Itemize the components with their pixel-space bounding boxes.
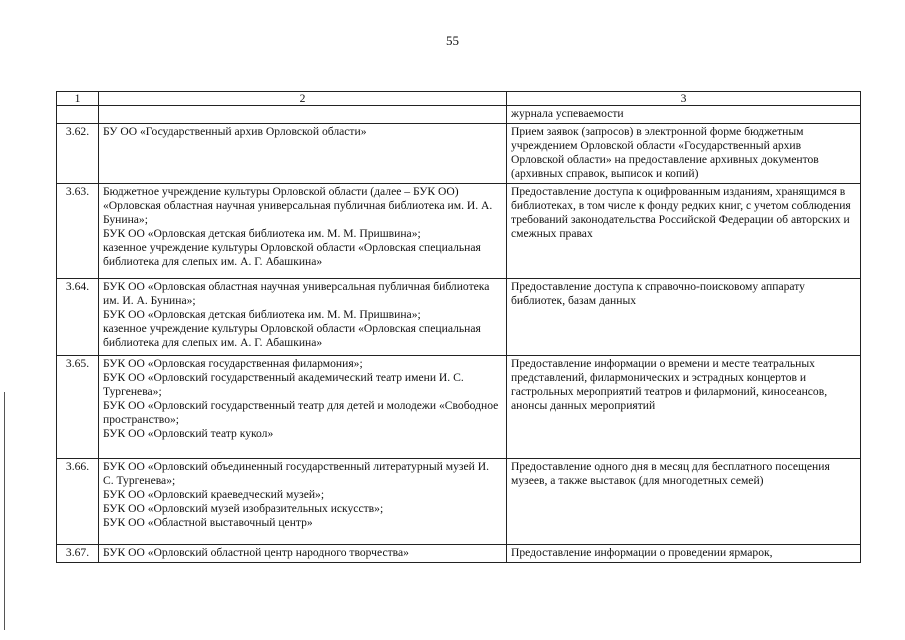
row-organizations: [99, 459, 507, 545]
row-number: 3.67.: [57, 545, 99, 563]
table-row: [57, 184, 861, 279]
page-number: 55: [446, 33, 459, 48]
row-organizations: [99, 124, 507, 184]
organization-entry: БУК ОО «Орловский театр кукол»: [103, 427, 274, 440]
row-service: Предоставление доступа к оцифрованным изданиям, хранящимся в библиотеках, в том числе к фонду редких книг, с учетом соблюдения требований законодательства Российской Федерации об авторских и смежных правах: [507, 184, 861, 279]
table-row: [57, 279, 861, 356]
organization-entry: БУК ОО «Орловский музей изобразительных искусств»;: [103, 502, 384, 515]
organization-entry: БУ ОО «Государственный архив Орловской области»: [103, 125, 367, 138]
margin-line: [4, 392, 5, 630]
header-col-3: 3: [507, 92, 861, 106]
row-organizations: [99, 279, 507, 356]
organization-entry: казенное учреждение культуры Орловской области «Орловская специальная библиотека для слепых им. А. Г. Абашкина»: [103, 322, 481, 349]
row-organizations: [99, 184, 507, 279]
table-row: [57, 545, 861, 563]
row-service: Прием заявок (запросов) в электронной форме бюджетным учреждением Орловской области «Государственный архив Орловской области» на предоставление архивных документов (архивных справок, выписок и копий): [507, 124, 861, 184]
row-number: 3.64.: [57, 279, 99, 356]
table-row: [57, 459, 861, 545]
organization-entry: БУК ОО «Орловский краеведческий музей»;: [103, 488, 325, 501]
row-service: Предоставление доступа к справочно-поисковому аппарату библиотек, базам данных: [507, 279, 861, 356]
organization-entry: БУК ОО «Орловский областной центр народного творчества»: [103, 546, 409, 559]
header-col-1: 1: [57, 92, 99, 106]
continuation-org-cell: [99, 106, 507, 124]
table-row: [57, 356, 861, 459]
row-service: Предоставление информации о проведении ярмарок,: [507, 545, 861, 563]
continuation-row: [57, 106, 861, 124]
organization-entry: БУК ОО «Орловская детская библиотека им. М. М. Пришвина»;: [103, 227, 421, 240]
row-number: 3.62.: [57, 124, 99, 184]
row-number: 3.66.: [57, 459, 99, 545]
row-number: 3.65.: [57, 356, 99, 459]
row-service: Предоставление одного дня в месяц для бесплатного посещения музеев, а также выставок (для многодетных семей): [507, 459, 861, 545]
organization-entry: БУК ОО «Областной выставочный центр»: [103, 516, 313, 529]
organization-entry: БУК ОО «Орловская областная научная универсальная публичная библиотека им. И. А. Бунина»;: [103, 280, 490, 307]
organization-entry: БУК ОО «Орловская государственная филармония»;: [103, 357, 363, 370]
row-organizations: [99, 356, 507, 459]
row-number: 3.63.: [57, 184, 99, 279]
row-organizations: [99, 545, 507, 563]
organization-entry: БУК ОО «Орловская детская библиотека им. М. М. Пришвина»;: [103, 308, 421, 321]
header-col-2: 2: [99, 92, 507, 106]
row-service: Предоставление информации о времени и месте театральных представлений, филармонических и эстрадных концертов и гастрольных мероприятий театров и филармоний, киносеансов, анонсы данных мероприятий: [507, 356, 861, 459]
services-table: [56, 91, 861, 563]
table-row: [57, 124, 861, 184]
organization-entry: БУК ОО «Орловский государственный театр для детей и молодежи «Свободное пространство»;: [103, 399, 499, 426]
organization-entry: БУК ОО «Орловский объединенный государственный литературный музей И. С. Тургенева»;: [103, 460, 489, 487]
organization-entry: казенное учреждение культуры Орловской области «Орловская специальная библиотека для слепых им. А. Г. Абашкина»: [103, 241, 481, 268]
continuation-service-cell: журнала успеваемости: [507, 106, 861, 124]
continuation-num-cell: [57, 106, 99, 124]
table-header-row: [57, 92, 861, 106]
organization-entry: Бюджетное учреждение культуры Орловской области (далее – БУК ОО) «Орловская областная научная универсальная публичная библиотека им. И. А. Бунина»;: [103, 185, 493, 226]
organization-entry: БУК ОО «Орловский государственный академический театр имени И. С. Тургенева»;: [103, 371, 464, 398]
